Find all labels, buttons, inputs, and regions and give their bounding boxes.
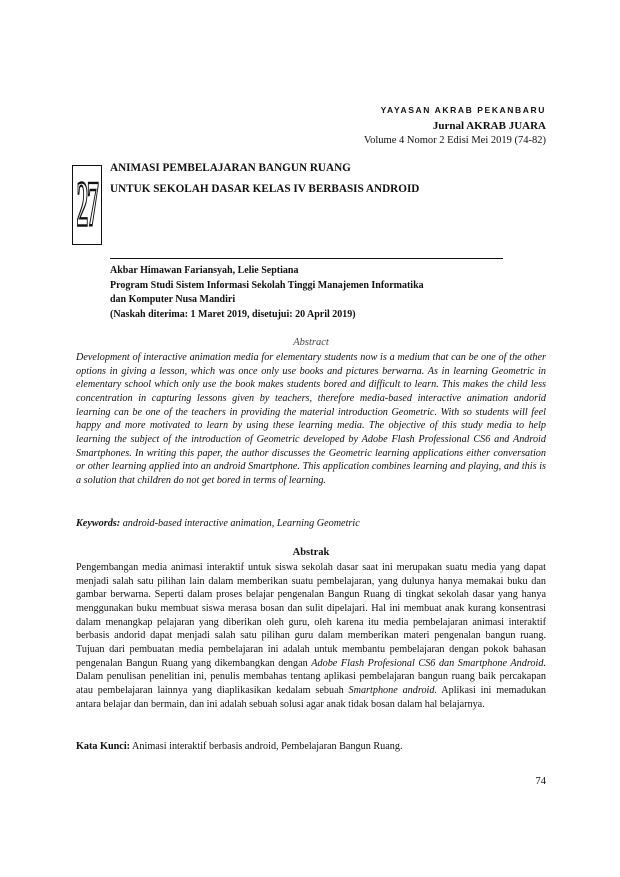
- abstrak-body: [76, 561, 546, 711]
- page-number: 74: [535, 776, 546, 787]
- author-names: Akbar Himawan Fariansyah, Lelie Septiana: [110, 265, 299, 276]
- abstrak-text-part3: Aplikasi ini memadukan antara belajar dan bermain, dan ini adalah sebuah solusi agar anak tidak bosan dalam hal belajarnya.: [76, 684, 546, 710]
- submission-dates: (Naskah diterima: 1 Maret 2019, disetujui: 20 April 2019): [110, 309, 356, 320]
- abstrak-italic-tools: Adobe Flash Profesional CS6 dan Smartphone Android.: [311, 657, 546, 669]
- keywords-label: Keywords:: [76, 518, 121, 529]
- abstrak-italic-smartphone: Smartphone android.: [348, 684, 438, 696]
- article-title-line2: UNTUK SEKOLAH DASAR KELAS IV BERBASIS ANDROID: [110, 183, 420, 195]
- article-number-box: [72, 165, 102, 245]
- kata-kunci-label: Kata Kunci:: [76, 741, 131, 752]
- journal-volume: Volume 4 Nomor 2 Edisi Mei 2019 (74-82): [363, 135, 546, 146]
- abstract-heading: Abstract: [293, 337, 329, 348]
- keywords-line: [76, 518, 360, 529]
- kata-kunci-text: Animasi interaktif berbasis android, Pembelajaran Bangun Ruang.: [130, 741, 403, 752]
- title-divider: [110, 258, 503, 259]
- keywords-text: android-based interactive animation, Learning Geometric: [120, 518, 360, 529]
- abstrak-heading: Abstrak: [292, 547, 330, 558]
- kata-kunci-line: [76, 741, 403, 752]
- publisher-name: YAYASAN AKRAB PEKANBARU: [380, 105, 546, 115]
- journal-name: Jurnal AKRAB JUARA: [432, 120, 546, 132]
- author-affiliation-line2: dan Komputer Nusa Mandiri: [110, 294, 236, 305]
- article-number: 27: [76, 169, 98, 241]
- article-title-line1: ANIMASI PEMBELAJARAN BANGUN RUANG: [110, 162, 351, 174]
- author-affiliation-line1: Program Studi Sistem Informasi Sekolah Tinggi Manajemen Informatika: [110, 280, 424, 291]
- abstrak-text-part1: Pengembangan media animasi interaktif untuk siswa sekolah dasar saat ini merupakan suatu media yang dapat menjadi salah satu pilihan lain dalam memberikan suatu pembelajaran, yang dulunya hanya memakai buku dan gambar berwarna. Seperti dalam proses belajar pengenalan Bangun Ruang di tingkat sekolah dasar yang hanya menggunakan buku membuat siswa merasa bosan dan sulit dipelajari. Hal ini membuat anak kurang konsentrasi dalam menangkap pelajaran yang diberikan oleh guru, oleh karena itu media pembelajaran animasi interaktif berbasis andorid dapat menjadi salah satu pilihan guru dalam memberikan materi pengenalan bangun ruang. Tujuan dari pembuatan media pembelajaran ini adalah untuk membantu pembelajaran dengan pokok bahasan pengenalan Bangun Ruang yang dikembangkan dengan: [76, 562, 546, 669]
- abstrak-text-part2: Dalam penulisan penelitian ini, penulis membahas tentang aplikasi pembelajaran bangun ruang baik percakapan atau pembelajaran lainnya yang diaplikasikan kedalam sebuah: [76, 671, 546, 696]
- abstract-body: Development of interactive animation media for elementary students now is a medium that can be one of the other options in giving a lesson, which was once only use books and pictures berwarna. As in learning Geometric in elementary school which only use the book makes students bored and difficult to learn. This makes the child less concentration in capturing lessons given by teachers, therefore media-based interactive animation andorid learning can be one of the teachers in providing the material introduction Geometric. With so students will feel happy and more motivated to learn by using these learning media. The objective of this study media to help learning the subject of the introduction of Geometric developed by Adobe Flash Professional CS6 and Android Smartphones. In writing this paper, the author discusses the Geometric learning applications either conversation or other learning applied into an android Smartphone. This application combines learning and playing, and this is a solution that children do not get bored in terms of learning.: [76, 352, 546, 486]
